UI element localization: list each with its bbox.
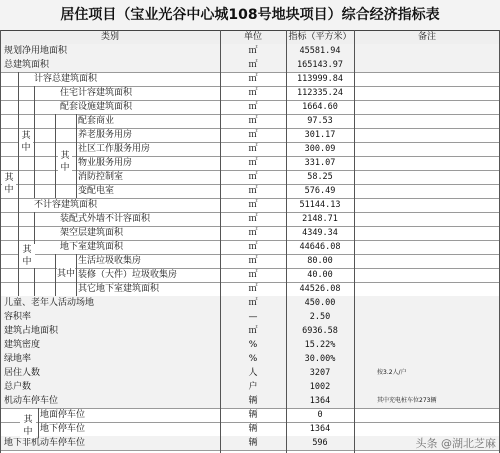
row-unit: ㎡ <box>248 284 258 294</box>
row-note <box>355 58 500 72</box>
row-value: 331.07 <box>304 158 336 168</box>
row-unit: ㎡ <box>248 256 258 266</box>
row-unit: 辆 <box>248 438 258 448</box>
row-label: 儿童、老年人活动场地 <box>4 298 95 308</box>
table-row <box>0 394 500 409</box>
table-title: 居住项目（宝业光谷中心城108号地块项目）综合经济指标表 <box>0 0 500 30</box>
row-unit: ㎡ <box>248 214 258 224</box>
row-label: 总建筑面积 <box>4 60 50 70</box>
table-row <box>0 296 500 311</box>
row-label: 装配式外墙不计容面积 <box>60 214 151 224</box>
row-unit: — <box>248 312 258 322</box>
row-label: 绿地率 <box>4 354 32 364</box>
header-value: 指标（平方米） <box>288 32 352 42</box>
row-note <box>355 240 500 254</box>
row-note <box>355 338 500 352</box>
table-row <box>0 156 500 171</box>
row-note <box>355 44 500 58</box>
table-row <box>0 380 500 395</box>
row-note <box>355 282 500 296</box>
row-unit: ㎡ <box>248 270 258 280</box>
row-value: 300.09 <box>304 144 336 154</box>
row-value: 165143.97 <box>296 60 344 70</box>
row-note <box>355 114 500 128</box>
table-row <box>0 184 500 199</box>
row-note <box>355 352 500 366</box>
table-row <box>0 114 500 129</box>
table-row <box>0 44 500 59</box>
row-unit: 人 <box>248 368 258 378</box>
table-row <box>0 408 500 423</box>
row-label: 建筑密度 <box>4 340 41 350</box>
row-note <box>355 198 500 212</box>
row-value: 4349.34 <box>302 228 338 238</box>
row-unit: 辆 <box>248 396 258 406</box>
row-label: 物业服务用房 <box>78 158 133 168</box>
row-unit: % <box>248 340 258 350</box>
row-note <box>355 226 500 240</box>
row-label: 养老服务用房 <box>78 130 133 140</box>
table-row <box>0 100 500 115</box>
row-label: 架空层建筑面积 <box>60 228 124 238</box>
row-label: 装修（大件）垃圾收集房 <box>78 270 178 280</box>
table-row <box>0 142 500 157</box>
row-unit: ㎡ <box>248 88 258 98</box>
row-value: 0 <box>317 410 323 420</box>
group-label-outer: 其中 <box>2 172 16 196</box>
row-value: 44646.08 <box>299 242 341 252</box>
row-value: 80.00 <box>307 256 333 266</box>
row-label: 变配电室 <box>78 186 115 196</box>
row-value: 44526.08 <box>299 284 341 294</box>
row-unit: ㎡ <box>248 326 258 336</box>
row-label: 地下室建筑面积 <box>60 242 124 252</box>
row-value: 30.00% <box>304 354 336 364</box>
row-note <box>355 268 500 282</box>
row-unit: ㎡ <box>248 242 258 252</box>
row-value: 97.53 <box>307 116 333 126</box>
row-label: 总户数 <box>4 382 32 392</box>
row-value: 15.22% <box>304 340 336 350</box>
row-unit: 户 <box>248 382 258 392</box>
row-note <box>355 212 500 226</box>
row-label: 不计容建筑面积 <box>34 200 98 210</box>
row-unit: ㎡ <box>248 158 258 168</box>
row-unit: ㎡ <box>248 116 258 126</box>
table-row <box>0 352 500 367</box>
table-row <box>0 310 500 325</box>
row-note <box>355 128 500 142</box>
row-label: 地下停车位 <box>40 424 86 434</box>
row-note <box>355 422 500 436</box>
row-label: 生活垃圾收集房 <box>78 256 142 266</box>
row-label: 社区工作服务用房 <box>78 144 151 154</box>
row-note: 按3.2人/户 <box>377 369 407 376</box>
row-label: 配套设施建筑面积 <box>60 102 133 112</box>
row-value: 6936.58 <box>302 326 338 336</box>
table-row <box>0 338 500 353</box>
row-label: 地下非机动车停车位 <box>4 438 86 448</box>
table-row <box>0 72 500 87</box>
table-row <box>0 128 500 143</box>
watermark: 头条 @湖北芝麻 <box>415 437 496 450</box>
row-label: 居住人数 <box>4 368 41 378</box>
row-value: 45581.94 <box>299 46 341 56</box>
row-note <box>355 408 500 422</box>
row-value: 450.00 <box>304 298 336 308</box>
row-label: 规划净用地面积 <box>4 46 68 56</box>
row-label: 建筑占地面积 <box>4 326 59 336</box>
table-row <box>0 198 500 213</box>
row-unit: ㎡ <box>248 60 258 70</box>
table-header <box>0 30 500 45</box>
row-value: 1364 <box>309 396 331 406</box>
row-note <box>355 142 500 156</box>
row-value: 3207 <box>309 368 331 378</box>
row-value: 576.49 <box>304 186 336 196</box>
header-category: 类别 <box>100 32 119 42</box>
header-unit: 单位 <box>243 32 262 42</box>
row-value: 112335.24 <box>296 88 344 98</box>
row-note <box>355 156 500 170</box>
table-row <box>0 58 500 73</box>
row-label: 住宅计容建筑面积 <box>60 88 133 98</box>
table-row <box>0 240 500 255</box>
row-value: 596 <box>312 438 328 448</box>
row-note <box>355 310 500 324</box>
row-note <box>355 324 500 338</box>
row-unit: ㎡ <box>248 228 258 238</box>
row-unit: ㎡ <box>248 74 258 84</box>
row-unit: ㎡ <box>248 46 258 56</box>
row-label: 计容总建筑面积 <box>34 74 98 84</box>
row-value: 40.00 <box>307 270 333 280</box>
row-note <box>355 296 500 310</box>
row-note <box>355 254 500 268</box>
row-value: 1002 <box>309 382 331 392</box>
group-label-bujirong: 其中 <box>19 244 35 268</box>
row-note <box>355 380 500 394</box>
row-value: 301.17 <box>304 130 336 140</box>
group-label-jirong: 其中 <box>19 130 33 154</box>
row-label: 消防控制室 <box>78 172 124 182</box>
row-note <box>355 72 500 86</box>
row-label: 地面停车位 <box>40 410 86 420</box>
table-row <box>0 254 500 269</box>
group-label-peitao: 其中 <box>58 150 72 174</box>
row-note: 其中充电桩车位273辆 <box>377 397 437 404</box>
table-row <box>0 366 500 381</box>
header-note: 备注 <box>417 32 436 42</box>
row-unit: ㎡ <box>248 102 258 112</box>
row-label: 其它地下室建筑面积 <box>78 284 160 294</box>
table-row <box>0 170 500 185</box>
row-value: 113999.84 <box>296 74 344 84</box>
row-unit: ㎡ <box>248 200 258 210</box>
group-label-dixia: 其中 <box>57 269 76 279</box>
table-row <box>0 324 500 339</box>
row-unit: 辆 <box>248 424 258 434</box>
table-row <box>0 226 500 241</box>
row-label: 容积率 <box>4 312 32 322</box>
table-row <box>0 282 500 297</box>
table-row <box>0 86 500 101</box>
row-note <box>355 170 500 184</box>
row-value: 2148.71 <box>302 214 338 224</box>
row-unit: ㎡ <box>248 186 258 196</box>
row-unit: 辆 <box>248 410 258 420</box>
group-label-parking: 其中 <box>20 414 36 438</box>
row-unit: ㎡ <box>248 130 258 140</box>
row-value: 58.25 <box>307 172 333 182</box>
row-note <box>355 86 500 100</box>
row-value: 1364 <box>309 424 331 434</box>
row-value: 1664.60 <box>302 102 338 112</box>
row-note <box>355 184 500 198</box>
row-unit: % <box>248 354 258 364</box>
row-value: 2.50 <box>309 312 331 322</box>
table-row <box>0 212 500 227</box>
row-label: 机动车停车位 <box>4 396 59 406</box>
row-value: 51144.13 <box>299 200 341 210</box>
row-note <box>355 100 500 114</box>
row-unit: ㎡ <box>248 144 258 154</box>
row-label: 配套商业 <box>78 116 115 126</box>
row-unit: ㎡ <box>248 172 258 182</box>
row-unit: ㎡ <box>248 298 258 308</box>
